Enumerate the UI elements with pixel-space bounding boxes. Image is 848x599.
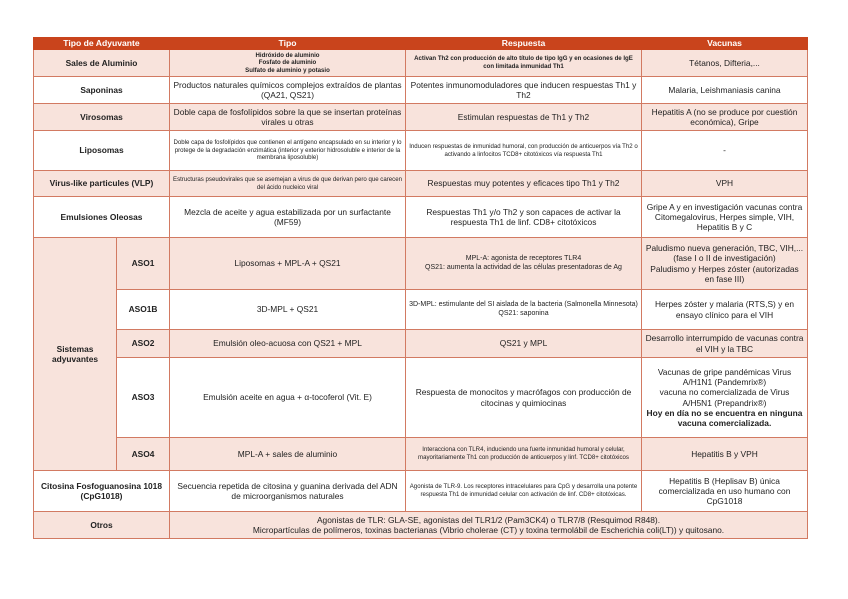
vacunas-cell: - <box>642 131 808 171</box>
row-aso4 <box>34 438 808 471</box>
respuesta-cell: Estimulan respuestas de Th1 y Th2 <box>406 104 642 131</box>
tipo-cell: Doble capa de fosfolípidos que contienen el antígeno encapsulado en su interior y lo protege de la degradación enzimática (interior y exterior hidrosoluble e interior de la membrana liposoluble) <box>170 131 406 171</box>
respuesta-cell <box>406 290 642 330</box>
tipo-cell: Productos naturales químicos complejos extraídos de plantas (QA21, QS21) <box>170 77 406 104</box>
respuesta-cell: Agonista de TLR-9. Los receptores intracelulares para CpG y desarrolla una potente respuesta Th1 de inmunidad celular con activación de linf. CD8+ citotóxicas. <box>406 471 642 512</box>
vacunas-line: Paludismo y Herpes zóster (autorizadas en fase III) <box>650 263 799 284</box>
respuesta-cell: Respuesta de monocitos y macrófagos con producción de citocinas y quimiocinas <box>406 358 642 438</box>
vacunas-cell <box>642 238 808 290</box>
sistemas-label: Sistemas adyuvantes <box>34 238 117 471</box>
row-virosomas <box>34 104 808 131</box>
vacunas-cell: Tétanos, Difteria,... <box>642 50 808 77</box>
row-citosina <box>34 471 808 512</box>
respuesta-line: QS21: aumenta la actividad de las células presentadoras de Ag <box>425 263 622 271</box>
row-vlp <box>34 171 808 197</box>
tipo-cell: Secuencia repetida de citosina y guanina derivada del ADN de microorganismos naturales <box>170 471 406 512</box>
vacunas-line: Vacunas de gripe pandémicas Virus A/H1N1 (Pandemrix®) <box>657 366 792 387</box>
respuesta-cell: Inducen respuestas de inmunidad humoral, con producción de anticuerpos vía Th2 o activando a linfocitos TCD8+ citotóxicos vía respuesta Th1 <box>406 131 642 171</box>
row-sales-aluminio <box>34 50 808 77</box>
otros-line: Agonistas de TLR: GLA-SE, agonistas del TLR1/2 (Pam3CK4) o TLR7/8 (Resquimod R848). <box>316 514 661 525</box>
tipo-line: Fosfato de aluminio <box>258 59 317 67</box>
header-row <box>34 38 808 50</box>
tipo-cell: MPL-A + sales de aluminio <box>170 438 406 471</box>
vacunas-cell: Malaria, Leishmaniasis canina <box>642 77 808 104</box>
tipo-cell: Emulsión aceite en agua + α-tocoferol (Vit. E) <box>170 358 406 438</box>
tipo-line: Sulfato de aluminio y potasio <box>245 66 330 74</box>
respuesta-line: QS21: saponina <box>498 309 549 317</box>
tipo-cell: Liposomas + MPL-A + QS21 <box>170 238 406 290</box>
header-tipo: Tipo <box>170 38 406 50</box>
row-aso1 <box>34 238 808 290</box>
tipo-line: Hidróxido de aluminio <box>255 51 320 59</box>
vacunas-cell: Hepatitis B y VPH <box>642 438 808 471</box>
respuesta-cell: QS21 y MPL <box>406 330 642 358</box>
vacunas-cell: Hepatitis B (Heplisav B) única comercializada en uso humano con CpG1018 <box>642 471 808 512</box>
code-cell: ASO3 <box>117 358 170 438</box>
tipo-cell: Mezcla de aceite y agua estabilizada por un surfactante (MF59) <box>170 197 406 238</box>
adjuvant-table <box>33 37 808 539</box>
row-label: Liposomas <box>34 131 170 171</box>
otros-cell <box>170 512 808 539</box>
respuesta-line: 3D-MPL: estimulante del SI aislada de la bacteria (Salmonella Minnesota) <box>409 300 638 308</box>
row-label: Virosomas <box>34 104 170 131</box>
row-saponinas <box>34 77 808 104</box>
vacunas-cell: Desarrollo interrumpido de vacunas contra el VIH y la TBC <box>642 330 808 358</box>
respuesta-line: MPL-A: agonista de receptores TLR4 <box>465 254 582 262</box>
tipo-cell: Estructuras pseudovirales que se asemejan a virus de que derivan pero que carecen del ácido nucleico viral <box>170 171 406 197</box>
respuesta-cell: Interacciona con TLR4, induciendo una fuerte inmunidad humoral y celular, mayoritariamente Th1 con producción de anticuerpos y linf. TCD8+ citotóxicos <box>406 438 642 471</box>
row-label: Otros <box>34 512 170 539</box>
respuesta-cell: Potentes inmunomoduladores que inducen respuestas Th1 y Th2 <box>406 77 642 104</box>
row-label: Saponinas <box>34 77 170 104</box>
code-cell: ASO1B <box>117 290 170 330</box>
row-label: Sales de Aluminio <box>34 50 170 77</box>
tipo-cell: Doble capa de fosfolípidos sobre la que se insertan proteínas virales u otras <box>170 104 406 131</box>
vacunas-cell: Hepatitis A (no se produce por cuestión económica), Gripe <box>642 104 808 131</box>
respuesta-cell <box>406 238 642 290</box>
vacunas-line: Hoy en día no se encuentra en ninguna vacuna comercializada. <box>646 407 803 428</box>
row-label: Citosina Fosfoguanosina 1018 (CpG1018) <box>34 471 170 512</box>
respuesta-cell: Respuestas muy potentes y eficaces tipo Th1 y Th2 <box>406 171 642 197</box>
code-cell: ASO4 <box>117 438 170 471</box>
vacunas-cell: Herpes zóster y malaria (RTS,S) y en ensayo clínico para el VIH <box>642 290 808 330</box>
tipo-cell: Emulsión oleo-acuosa con QS21 + MPL <box>170 330 406 358</box>
tipo-cell <box>170 50 406 77</box>
vacunas-cell: Gripe A y en investigación vacunas contra Citomegalovirus, Herpes simple, VIH, Hepatitis B y C <box>642 197 808 238</box>
code-cell: ASO1 <box>117 238 170 290</box>
row-aso3 <box>34 358 808 438</box>
row-label: Emulsiones Oleosas <box>34 197 170 238</box>
row-emulsiones <box>34 197 808 238</box>
vacunas-line: Paludismo nueva generación, TBC, VIH,... (fase I o II de investigación) <box>645 243 804 264</box>
respuesta-cell: Respuestas Th1 y/o Th2 y son capaces de activar la respuesta Th1 de linf. CD8+ citotóxicos <box>406 197 642 238</box>
row-label: Virus-like particules (VLP) <box>34 171 170 197</box>
vacunas-cell <box>642 358 808 438</box>
header-vacunas: Vacunas <box>642 38 808 50</box>
vacunas-cell: VPH <box>642 171 808 197</box>
header-tipo-adyuvante: Tipo de Adyuvante <box>34 38 170 50</box>
otros-line: Micropartículas de polímeros, toxinas bacterianas (Vibrio cholerae (CT) y toxina termolábil de Escherichia coli(LT)) y quitosano. <box>252 525 725 535</box>
code-cell: ASO2 <box>117 330 170 358</box>
row-aso1b <box>34 290 808 330</box>
row-liposomas <box>34 131 808 171</box>
respuesta-cell: Activan Th2 con producción de alto título de tipo IgG y en ocasiones de IgE con limitada inmunidad Th1 <box>406 50 642 77</box>
row-otros <box>34 512 808 539</box>
vacunas-line: vacuna no comercializada de Virus A/H5N1 (Prepandrix®) <box>659 387 790 408</box>
row-aso2 <box>34 330 808 358</box>
tipo-cell: 3D-MPL + QS21 <box>170 290 406 330</box>
header-respuesta: Respuesta <box>406 38 642 50</box>
